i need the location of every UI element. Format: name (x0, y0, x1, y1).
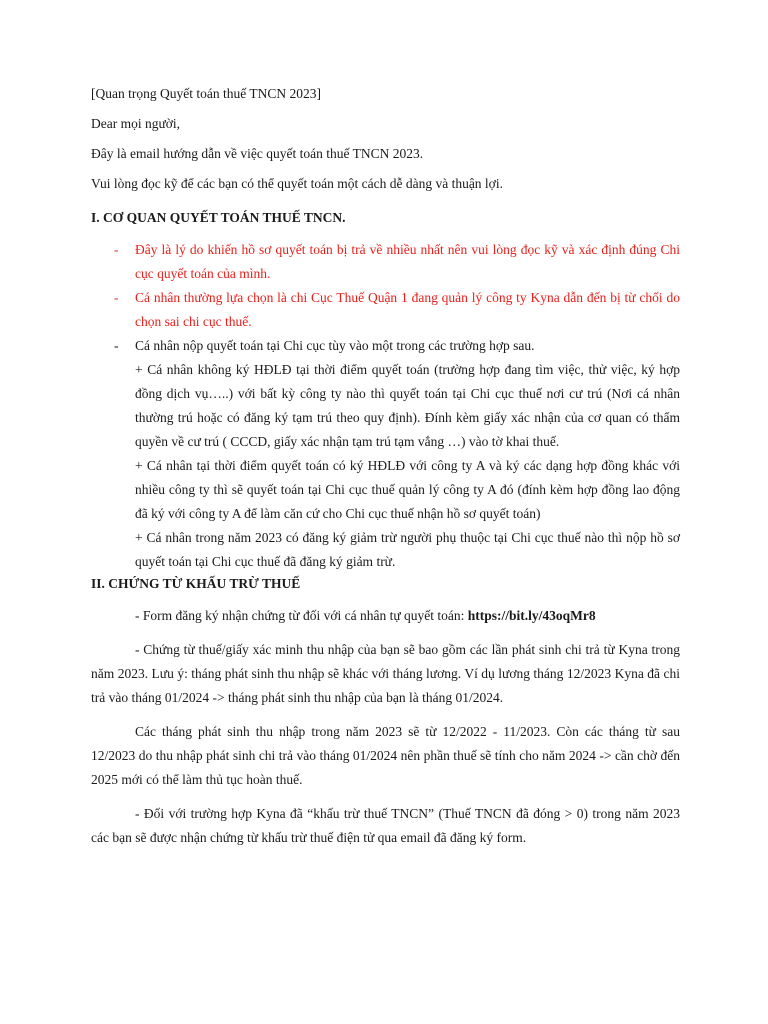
section-2-heading: II. CHỨNG TỪ KHẤU TRỪ THUẾ (91, 576, 301, 591)
bullet-text: Cá nhân nộp quyết toán tại Chi cục tùy vào một trong các trường hợp sau. (135, 338, 535, 353)
section-2-paragraph-1: - Chứng từ thuế/giấy xác minh thu nhập của bạn sẽ bao gồm các lần phát sinh chi trả từ Kyna trong năm 2023. Lưu ý: tháng phát sinh thu nhập sẽ khác với tháng lương. Ví dụ lương tháng 12/2023 Kyna đã chi trả vào tháng 01/2024 -> tháng phát sinh thu nhập của bạn là tháng 01/2024. (91, 642, 680, 705)
bullet-text: Đây là lý do khiến hồ sơ quyết toán bị trả về nhiều nhất nên vui lòng đọc kỹ và xác định đúng Chi cục quyết toán của mình. (135, 242, 680, 281)
intro-paragraph-1: Đây là email hướng dẫn về việc quyết toán thuế TNCN 2023. (91, 146, 424, 161)
section-1-bullet-list (91, 238, 680, 358)
form-text: - Form đăng ký nhận chứng từ đối với cá nhân tự quyết toán: (135, 608, 468, 623)
greeting: Dear mọi người, (91, 116, 181, 131)
bullet-dash: - (114, 338, 119, 353)
form-registration-line (91, 604, 680, 628)
section-2-paragraph-2: Các tháng phát sinh thu nhập trong năm 2023 sẽ từ 12/2022 - 11/2023. Còn các tháng từ sau 12/2023 do thu nhập phát sinh chi trả vào tháng 01/2024 nên phần thuế sẽ tính cho năm 2024 -> cần chờ đến 2025 mới có thể làm thủ tục hoàn thuế. (91, 724, 680, 787)
form-link[interactable]: https://bit.ly/43oqMr8 (467, 608, 596, 623)
sub-item: + Cá nhân không ký HĐLĐ tại thời điểm quyết toán (trường hợp đang tìm việc, thử việc, ký hợp đồng dịch vụ…..) với bất kỳ công ty nào thì quyết toán tại Chi cục thuế nơi cư trú (Nơi cá nhân thường trú hoặc có đăng ký tạm trú theo quy định). Đính kèm giấy xác nhận của cơ quan có thẩm quyền về cư trú ( CCCD, giấy xác nhận tạm trú tạm vắng …) vào tờ khai thuế. (135, 362, 680, 449)
list-item (91, 334, 680, 358)
list-item (91, 286, 680, 334)
section-2-paragraph-3: - Đối với trường hợp Kyna đã “khấu trừ thuế TNCN” (Thuế TNCN đã đóng > 0) trong năm 2023 các bạn sẽ được nhận chứng từ khấu trừ thuế điện tử qua email đã đăng ký form. (91, 806, 680, 845)
bullet-text: Cá nhân thường lựa chọn là chi Cục Thuế Quận 1 đang quản lý công ty Kyna dẫn đến bị từ chối do chọn sai chi cục thuế. (135, 290, 680, 329)
bullet-dash: - (114, 242, 119, 257)
section-1-heading: I. CƠ QUAN QUYẾT TOÁN THUẾ TNCN. (91, 210, 346, 225)
subject-line: [Quan trọng Quyết toán thuế TNCN 2023] (91, 86, 321, 101)
bullet-dash: - (114, 290, 119, 305)
intro-paragraph-2: Vui lòng đọc kỹ để các bạn có thể quyết toán một cách dễ dàng và thuận lợi. (91, 176, 503, 191)
list-item (91, 238, 680, 286)
sub-item: + Cá nhân trong năm 2023 có đăng ký giảm trừ người phụ thuộc tại Chi cục thuế nào thì nộp hồ sơ quyết toán tại Chi cục thuế đã đăng ký giảm trừ. (135, 530, 680, 569)
sub-item: + Cá nhân tại thời điểm quyết toán có ký HĐLĐ với công ty A và ký các dạng hợp đồng khác với nhiều công ty thì sẽ quyết toán tại Chi cục thuế quản lý công ty A đó (đính kèm hợp đồng lao động đã ký với công ty A để làm căn cứ cho Chi cục thuế nhận hồ sơ quyết toán) (135, 458, 680, 521)
